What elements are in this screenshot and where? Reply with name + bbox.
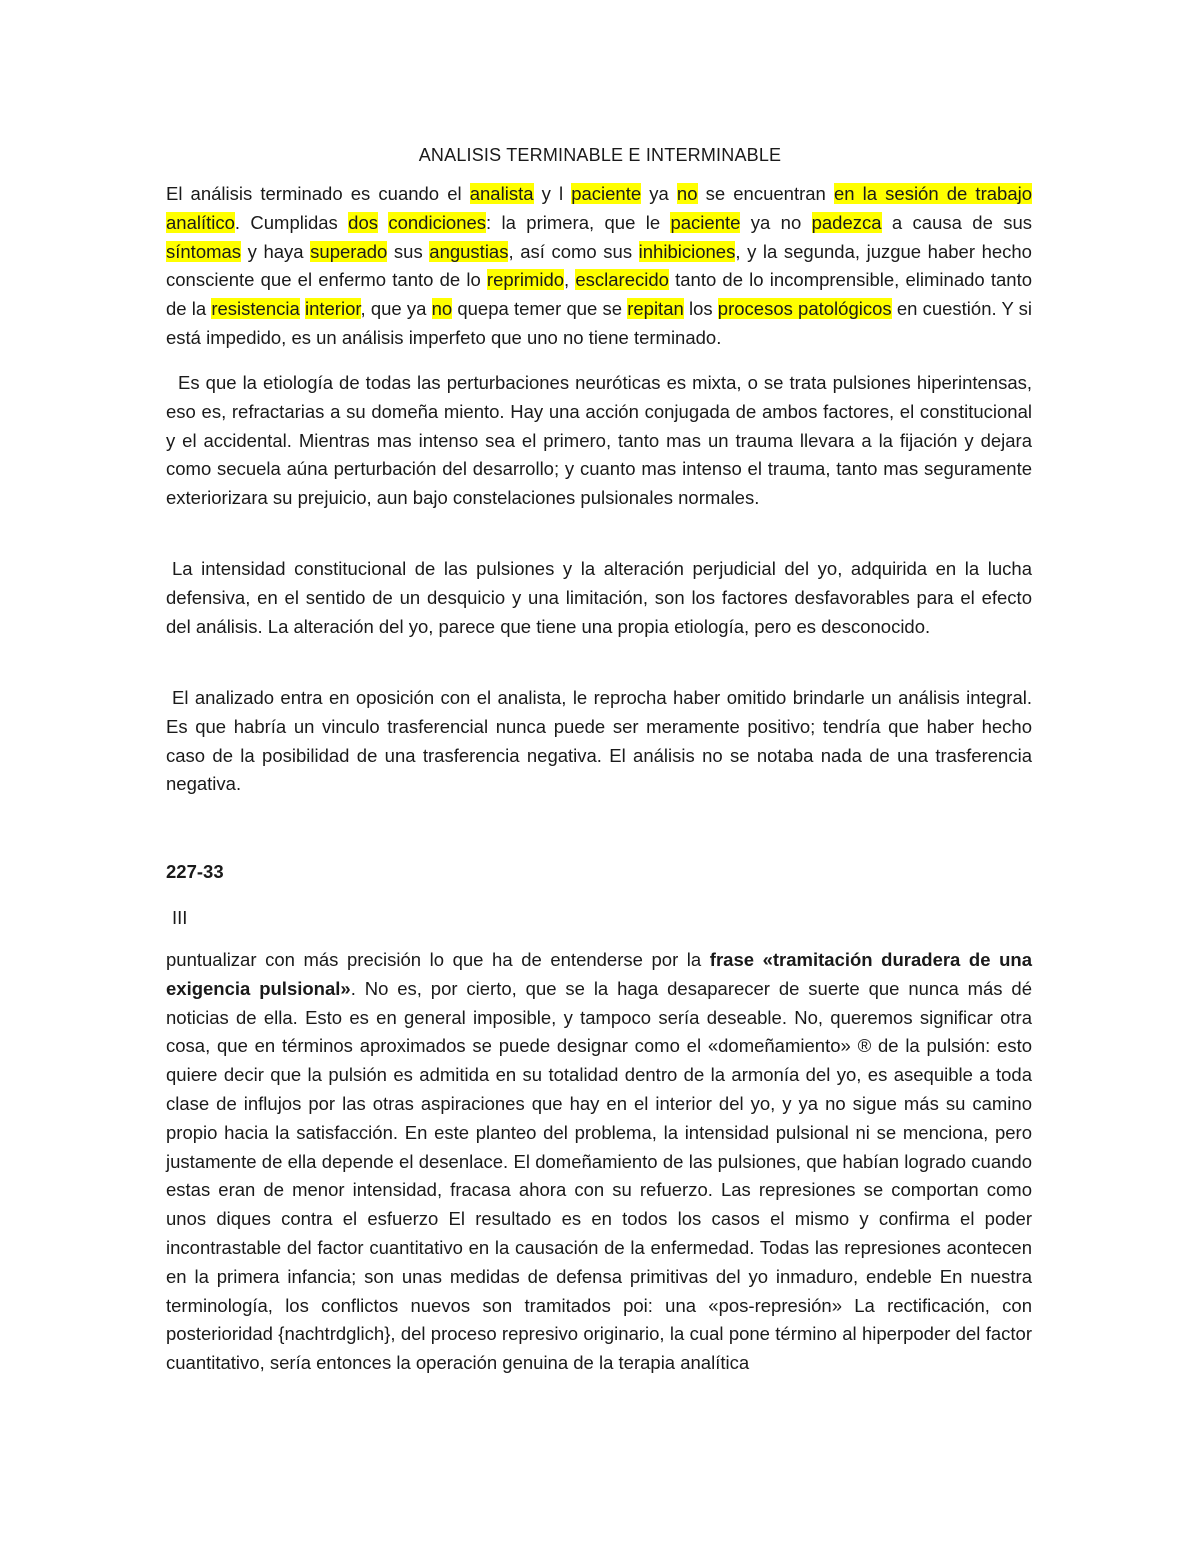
paragraph-2 (166, 369, 1032, 513)
document-title: ANALISIS TERMINABLE E INTERMINABLE (418, 145, 782, 165)
text-segment: . Cumplidas (234, 211, 349, 233)
text-segment: , así como sus (508, 240, 639, 262)
section-numeral: III (172, 907, 188, 928)
highlighted-text: angustias (429, 240, 509, 262)
text-segment: El análisis terminado es cuando el (166, 183, 470, 204)
highlighted-text: condiciones (388, 211, 487, 233)
highlighted-text: analista (469, 183, 534, 204)
highlighted-text: paciente (670, 211, 741, 233)
highlighted-text: en la sesión de trabajo analítico (166, 183, 1033, 233)
highlighted-text: síntomas (166, 240, 242, 262)
text-segment: y l (533, 183, 572, 204)
highlighted-text: interior (304, 298, 361, 320)
text-segment: se encuentran (697, 183, 834, 204)
text-segment: : la primera, que le (486, 211, 671, 233)
paragraph-4 (166, 684, 1032, 799)
highlighted-text: reprimido (486, 269, 565, 291)
bold-text: frase «tramitación duradera de una exigencia pulsional» (166, 949, 1032, 999)
highlighted-text: superado (310, 240, 388, 262)
highlighted-text: repitan (627, 298, 684, 320)
highlighted-text: padezca (811, 211, 882, 233)
paragraph-3-text: La intensidad constitucional de las pulsiones y la alteración perjudicial del yo, adquirida en la lucha defensiva, en el sentido de un desquicio y una limitación, son los factores desfavorables para el efecto del análisis. La alteración del yo, parece que tiene una propia etiología, pero es desconocido. (166, 558, 1032, 637)
text-segment: tanto de lo incomprensible, eliminado tanto de la (166, 269, 1033, 320)
highlighted-text: resistencia (211, 298, 300, 320)
paragraph-2-text: Es que la etiología de todas las perturbaciones neuróticas es mixta, o se trata pulsiones hiperintensas, eso es, refractarias a su domeña miento. Hay una acción conjugada de ambos factores, el constitucional y el accidental. Mientras mas intenso sea el primero, tanto mas un trauma llevara a la fijación y dejara como secuela aúna perturbación del desarrollo; y cuanto mas intenso el trauma, tanto mas seguramente exteriorizara su prejuicio, aun bajo constelaciones pulsionales normales. (166, 372, 1032, 509)
text-segment: , (564, 269, 576, 291)
text-segment: a causa de sus (881, 211, 1032, 233)
text-segment: sus (387, 240, 430, 262)
text-segment: en cuestión. Y si está impedido, es un análisis imperfeto que uno no tiene terminado. (166, 298, 1033, 348)
text-segment: los (683, 298, 718, 320)
page-reference: 227-33 (166, 861, 224, 882)
paragraph-4-text: El analizado entra en oposición con el analista, le reprocha haber omitido brindarle un análisis integral. Es que habría un vinculo trasferencial nunca puede ser meramente positivo; tendría que haber hecho caso de la posibilidad de una trasferencia negativa. El análisis no se notaba nada de una trasferencia negativa. (166, 687, 1032, 795)
highlighted-text: no (676, 183, 698, 204)
text-segment: ya no (740, 211, 812, 233)
highlighted-text: inhibiciones (638, 240, 736, 262)
text-segment: y haya (241, 240, 311, 262)
highlighted-text: procesos patológicos (717, 298, 892, 320)
text-segment (378, 212, 388, 233)
paragraph-3 (166, 555, 1032, 641)
text-segment: , y la segunda, juzgue haber hecho consciente que el enfermo tanto de lo (166, 240, 1032, 291)
paragraph-5 (166, 946, 1032, 1378)
text-segment: . No es, por cierto, que se la haga desaparecer de suerte que nunca más dé noticias de ella. Esto es en general imposible, y tampoco sería deseable. No, queremos significar otra cosa, que en términos aproximados se puede designar como el «domeñamiento» ® de la pulsión: esto quiere decir que la pulsión es admitida en su totalidad dentro de la armonía del yo, es asequible a toda clase de influjos por las otras aspiraciones que hay en el interior del yo, y ya no sigue más su camino propio hacia la satisfacción. En este planteo del problema, la intensidad pulsional ni se menciona, pero justamente de ella depende el desenlace. El domeñamiento de las pulsiones, que habían logrado cuando estas eran de menor intensidad, fracasa ahora con su refuerzo. Las represiones se comportan como unos diques contra el esfuerzo El resultado es en todos los casos el mismo y confirma el poder incontrastable del factor cuantitativo en la causación de la enfermedad. Todas las represiones acontecen en la primera infancia; son unas medidas de defensa primitivas del yo inmaduro, endeble En nuestra terminología, los conflictos nuevos son tramitados poi: una «pos-represión» La rectificación, con posterioridad {nachtrdglich}, del proceso represivo originario, la cual pone término al hiperpoder del factor cuantitativo, sería entonces la operación genuina de la terapia analítica (166, 977, 1033, 1374)
text-segment: , que ya (360, 298, 432, 320)
text-segment: quepa temer que se (452, 298, 628, 320)
highlighted-text: no (431, 298, 453, 320)
text-segment: puntualizar con más precisión lo que ha de entenderse por la (166, 949, 710, 970)
highlighted-text: paciente (571, 183, 642, 204)
highlighted-text: dos (348, 211, 378, 233)
paragraph-1 (166, 180, 1032, 353)
highlighted-text: esclarecido (575, 269, 669, 291)
text-segment: ya (641, 183, 677, 204)
